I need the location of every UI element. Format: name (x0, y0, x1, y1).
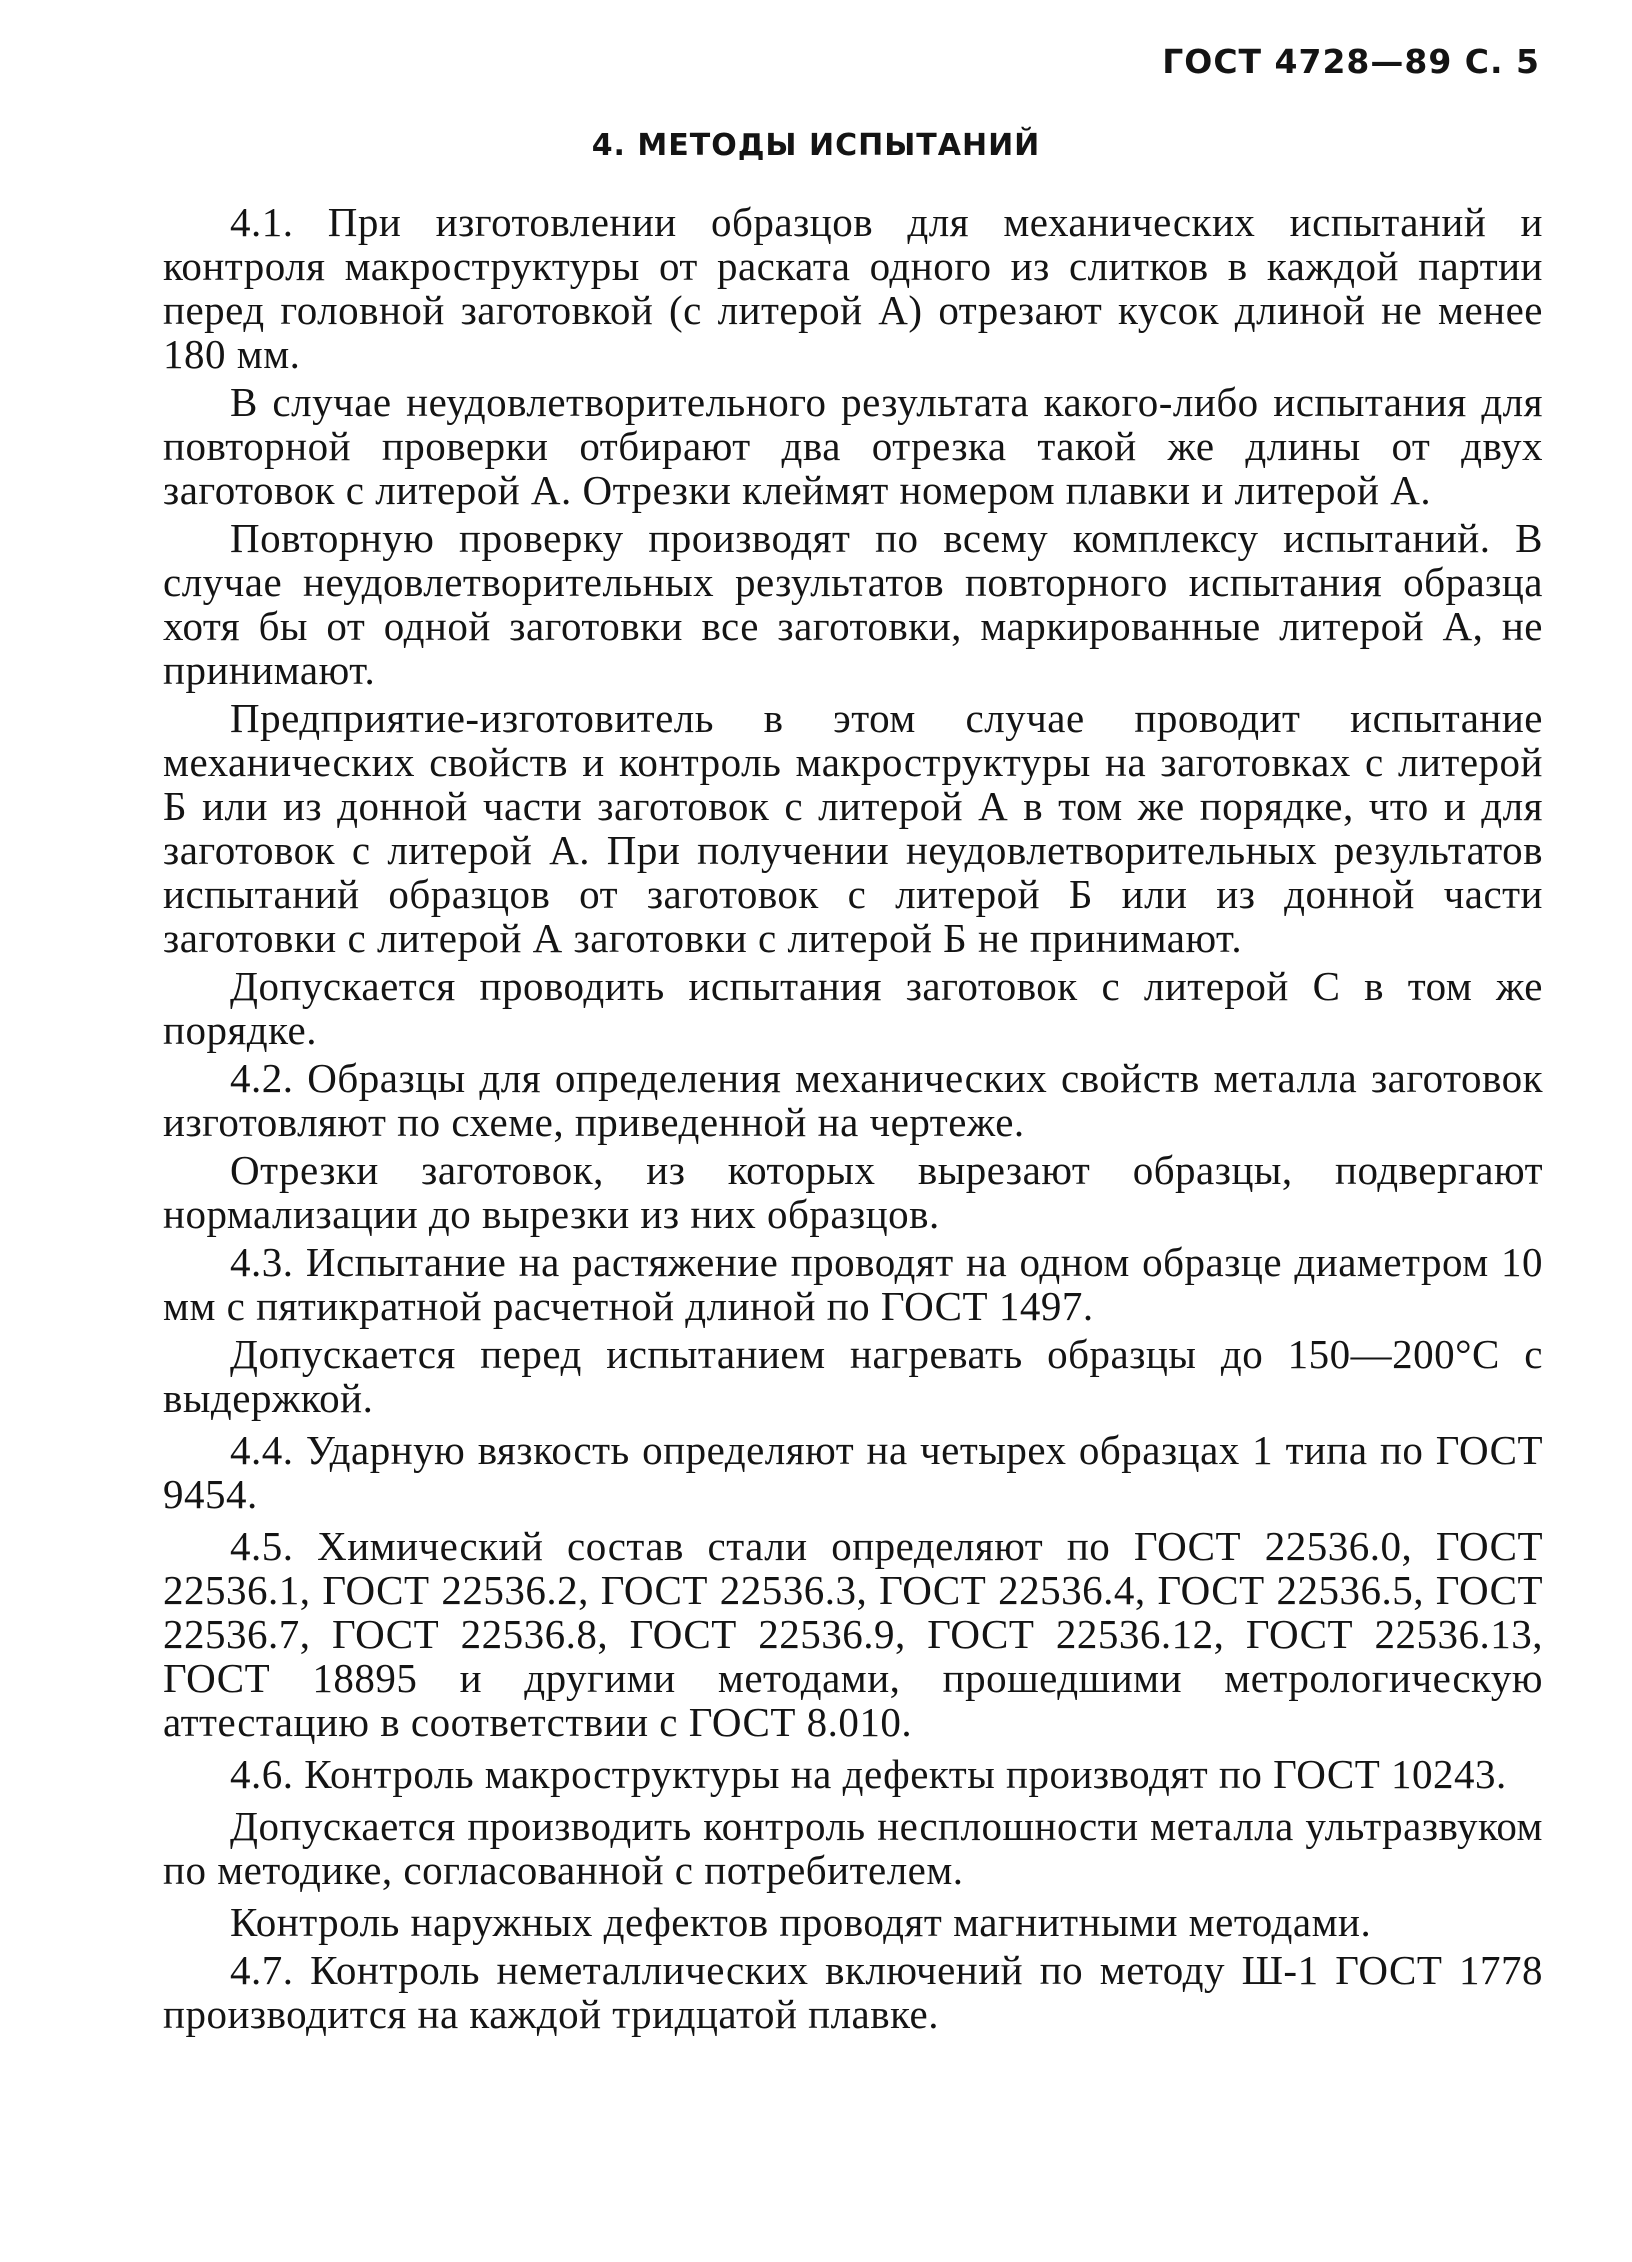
paragraph-4-6-ultrasound: Допускается производить контроль несплошности металла ультразвуком по методике, согласованной с потребителем. (163, 1803, 1543, 1893)
paragraph-4-6-magnetic: Контроль наружных дефектов проводят магнитными методами. (230, 1899, 1372, 1945)
paragraph-4-2: 4.2. Образцы для определения механических свойств металла заготовок изготовляют по схеме, приведенной на чертеже. (163, 1055, 1543, 1145)
paragraph-4-6: 4.6. Контроль макроструктуры на дефекты производят по ГОСТ 10243. (230, 1751, 1507, 1797)
running-head: ГОСТ 4728—89 С. 5 (1162, 42, 1540, 81)
paragraph-4-3-heating: Допускается перед испытанием нагревать образцы до 150—200°С с выдержкой. (163, 1331, 1543, 1421)
paragraph-4-1: 4.1. При изготовлении образцов для механических испытаний и контроля макроструктуры от раската одного из слитков в каждой партии перед головной заготовкой (с литерой А) отрезают кусок длиной не менее 180 мм. (163, 199, 1543, 377)
paragraph-4-2-normalization: Отрезки заготовок, из которых вырезают образцы, подвергают нормализации до вырезки из них образцов. (163, 1147, 1543, 1237)
paragraph-4-1-manufacturer: Предприятие-изготовитель в этом случае проводит испытание механических свойств и контроль макроструктуры на заготовках с литерой Б или из донной части заготовок с литерой А в том же порядке, что и для заготовок с литерой А. При получении неудовлетворительных результатов испытаний образцов от заготовок с литерой Б или из донной части заготовки с литерой А заготовки с литерой Б не принимают. (163, 695, 1543, 961)
paragraph-4-1-repeat: Повторную проверку производят по всему комплексу испытаний. В случае неудовлетворительных результатов повторного испытания образца хотя бы от одной заготовки все заготовки, маркированные литерой А, не принимают. (163, 515, 1543, 693)
paragraph-4-3: 4.3. Испытание на растяжение проводят на одном образце диаметром 10 мм с пятикратной расчетной длиной по ГОСТ 1497. (163, 1239, 1543, 1329)
paragraph-4-7: 4.7. Контроль неметаллических включений по методу Ш-1 ГОСТ 1778 производится на каждой тридцатой плавке. (163, 1947, 1543, 2037)
paragraph-4-1-retest: В случае неудовлетворительного результата какого-либо испытания для повторной проверки отбирают два отрезка такой же длины от двух заготовок с литерой А. Отрезки клеймят номером плавки и литерой А. (163, 379, 1543, 513)
paragraph-4-4: 4.4. Ударную вязкость определяют на четырех образцах 1 типа по ГОСТ 9454. (163, 1427, 1543, 1517)
section-title: 4. МЕТОДЫ ИСПЫТАНИЙ (591, 128, 1041, 163)
paragraph-4-5: 4.5. Химический состав стали определяют по ГОСТ 22536.0, ГОСТ 22536.1, ГОСТ 22536.2, ГОСТ 22536.3, ГОСТ 22536.4, ГОСТ 22536.5, ГОСТ 22536.7, ГОСТ 22536.8, ГОСТ 22536.9, ГОСТ 22536.12, ГОСТ 22536.13, ГОСТ 18895 и другими методами, прошедшими метрологическую аттестацию в соответствии с ГОСТ 8.010. (163, 1523, 1543, 1745)
body-text (163, 200, 1543, 2040)
paragraph-4-1-letter-c: Допускается проводить испытания заготовок с литерой С в том же порядке. (163, 963, 1543, 1053)
